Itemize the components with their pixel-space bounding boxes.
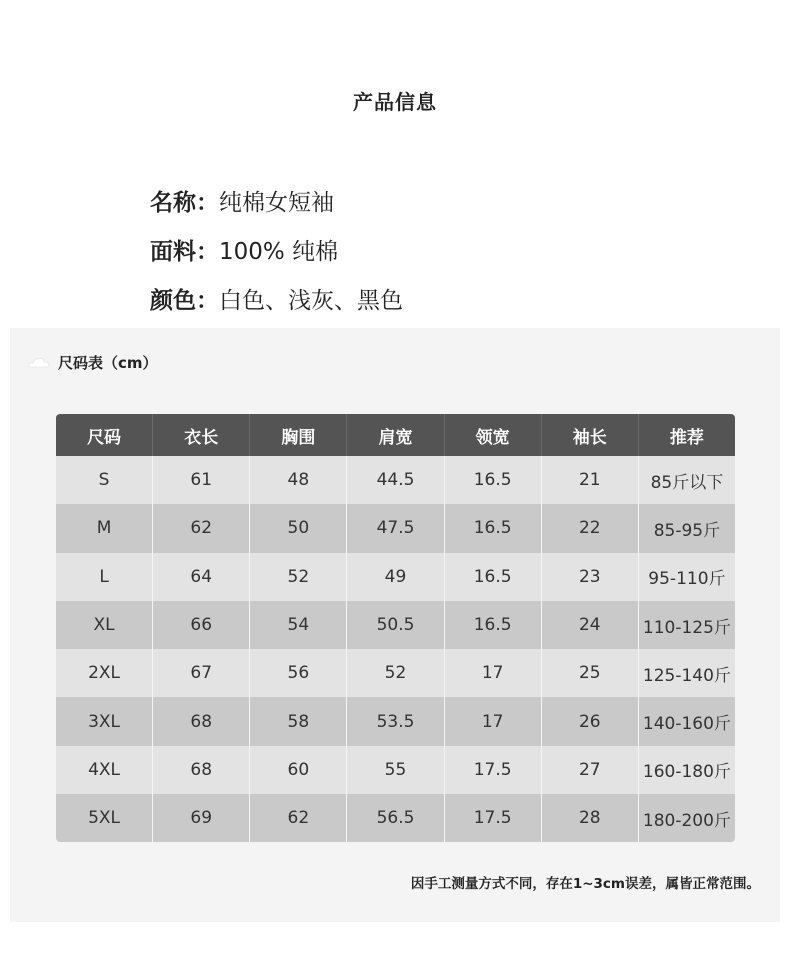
table-cell: 56	[250, 649, 347, 697]
table-cell: 52	[250, 553, 347, 601]
table-cell: 160-180斤	[642, 762, 731, 783]
size-chart-label: 尺码表（cm）	[58, 354, 158, 372]
table-header-row	[56, 414, 735, 456]
table-cell: 4XL	[56, 746, 153, 794]
size-chart-panel	[10, 328, 780, 922]
header-cell: 袖长	[542, 414, 639, 456]
table-cell: 60	[250, 746, 347, 794]
table-cell: 17	[445, 697, 542, 745]
table-cell: 22	[542, 504, 639, 552]
table-cell: L	[56, 553, 153, 601]
info-name-key: 名称：	[150, 190, 219, 216]
table-cell: 49	[347, 553, 444, 601]
table-cell: 55	[347, 746, 444, 794]
info-color	[150, 282, 403, 315]
table-cell: 25	[542, 649, 639, 697]
page-title: 产品信息	[353, 90, 437, 114]
table-cell: S	[56, 456, 153, 504]
table-row	[56, 697, 735, 745]
table-row	[56, 504, 735, 552]
table-cell: 16.5	[445, 504, 542, 552]
table-cell: 64	[153, 553, 250, 601]
table-cell: XL	[56, 601, 153, 649]
table-cell: 67	[153, 649, 250, 697]
table-cell: 17.5	[445, 794, 542, 842]
table-row	[56, 456, 735, 504]
table-cell: 28	[542, 794, 639, 842]
info-name	[150, 184, 334, 217]
header-cell: 胸围	[250, 414, 347, 456]
table-cell: 52	[347, 649, 444, 697]
table-cell: 61	[153, 456, 250, 504]
table-cell: 16.5	[445, 601, 542, 649]
table-cell: 62	[153, 504, 250, 552]
info-color-value: 白色、浅灰、黑色	[219, 288, 403, 314]
table-row	[56, 601, 735, 649]
header-cell: 推荐	[669, 427, 704, 448]
table-cell: 180-200斤	[642, 810, 731, 831]
table-cell: 54	[250, 601, 347, 649]
table-cell: 26	[542, 697, 639, 745]
table-cell: 47.5	[347, 504, 444, 552]
measurement-note: 因手工测量方式不同，存在1~3cm误差，属皆正常范围。	[410, 876, 760, 892]
table-cell: 56.5	[347, 794, 444, 842]
info-fabric-value: 100% 纯棉	[219, 239, 339, 265]
table-cell: 110-125斤	[642, 617, 731, 638]
table-row	[56, 649, 735, 697]
header-cell: 衣长	[153, 414, 250, 456]
table-cell: 58	[250, 697, 347, 745]
table-cell: 44.5	[347, 456, 444, 504]
table-cell: 125-140斤	[642, 665, 731, 686]
table-cell: 27	[542, 746, 639, 794]
table-row	[56, 794, 735, 842]
table-cell: 85斤以下	[650, 472, 724, 493]
table-cell: M	[56, 504, 153, 552]
table-cell: 68	[153, 746, 250, 794]
table-cell: 2XL	[56, 649, 153, 697]
info-fabric	[150, 233, 338, 266]
table-cell: 95-110斤	[648, 569, 726, 590]
table-cell: 23	[542, 553, 639, 601]
table-cell: 50.5	[347, 601, 444, 649]
table-cell: 48	[250, 456, 347, 504]
table-row	[56, 746, 735, 794]
table-cell: 66	[153, 601, 250, 649]
header-cell: 领宽	[445, 414, 542, 456]
info-name-value: 纯棉女短袖	[219, 190, 334, 216]
table-cell: 5XL	[56, 794, 153, 842]
table-cell: 24	[542, 601, 639, 649]
cloud-icon	[28, 356, 50, 368]
table-cell: 21	[542, 456, 639, 504]
table-cell: 62	[250, 794, 347, 842]
table-cell: 16.5	[445, 456, 542, 504]
table-cell: 17.5	[445, 746, 542, 794]
table-cell: 3XL	[56, 697, 153, 745]
table-cell: 53.5	[347, 697, 444, 745]
table-body	[56, 456, 735, 842]
table-cell: 85-95斤	[653, 520, 721, 541]
header-cell: 肩宽	[347, 414, 444, 456]
table-cell: 17	[445, 649, 542, 697]
table-cell: 69	[153, 794, 250, 842]
table-cell: 50	[250, 504, 347, 552]
table-row	[56, 553, 735, 601]
size-table	[56, 414, 735, 842]
info-fabric-key: 面料：	[150, 239, 219, 265]
table-cell: 140-160斤	[642, 714, 731, 735]
table-cell: 16.5	[445, 553, 542, 601]
header-cell: 尺码	[56, 414, 153, 456]
table-cell: 68	[153, 697, 250, 745]
info-color-key: 颜色：	[150, 288, 219, 314]
